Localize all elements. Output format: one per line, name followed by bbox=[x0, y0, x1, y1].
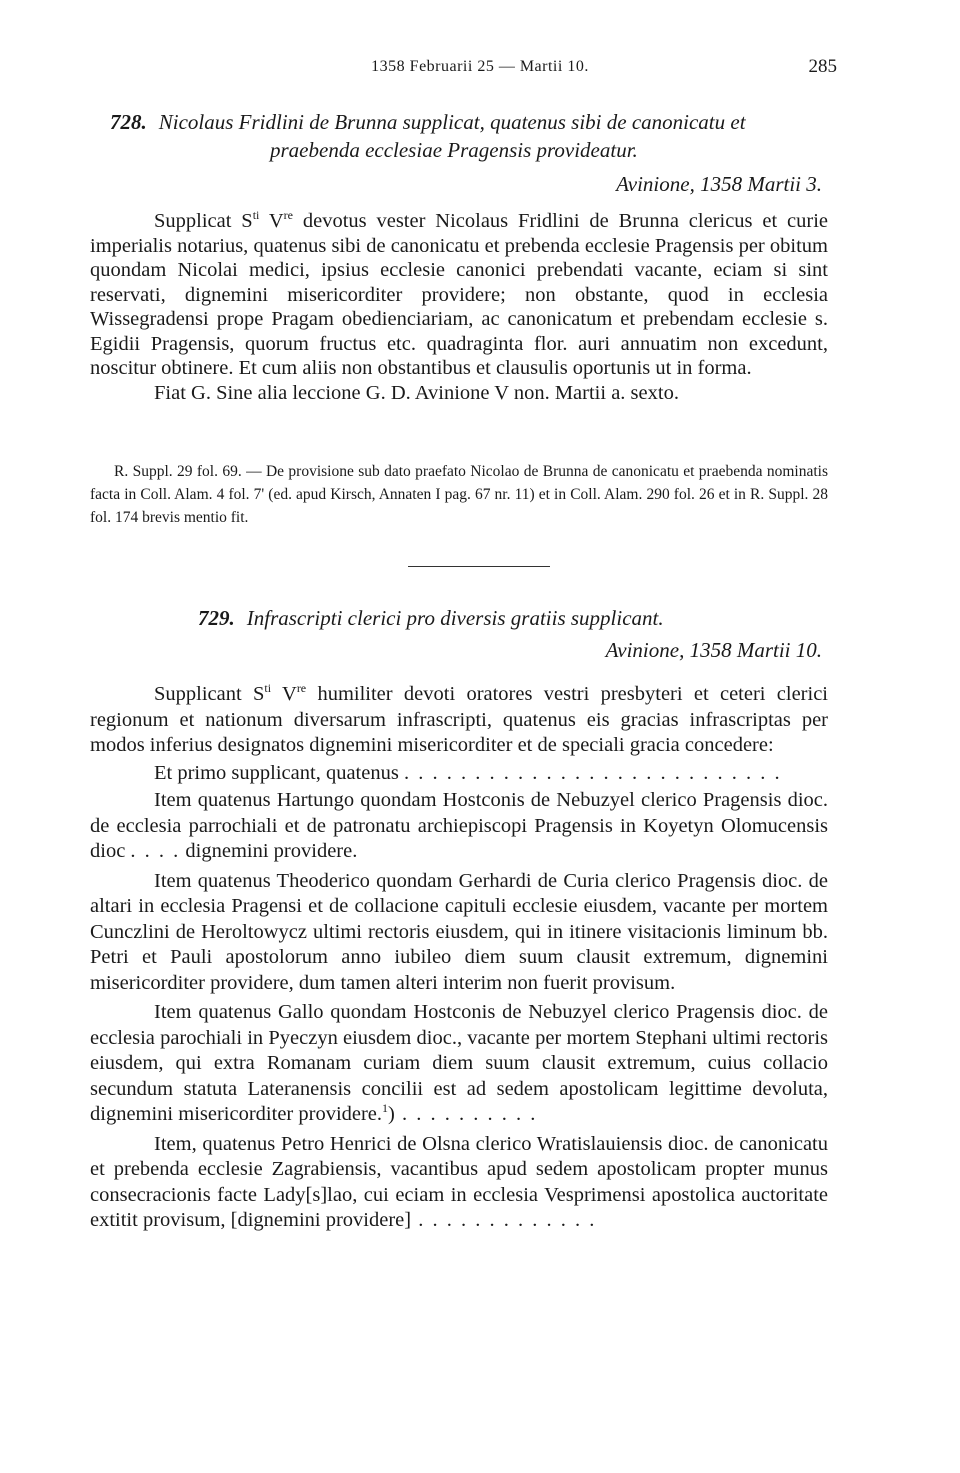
entry-729-paragraph-5: Item quatenus Gallo quondam Hostconis de Nebuzyel clerico Pragensis dioc. de ecclesia parochiali in Pyeczyn eiusdem dioc., vacante per mortem Stephani ultimi rectoris eiusdem, qui extra Romanam curiam diem suum clausit extremum, cuius collacio secundum statuta Lateranensis concilii est ad sedem apostolicam legittime devoluta, dignemini misericorditer providere.$^1$) . . . . . . . . . . bbox=[90, 1001, 828, 1125]
entry-729-title: Infrascripti clerici pro diversis gratiis supplicant. bbox=[246, 606, 664, 630]
entry-729-paragraph-2: Et primo supplicant, quatenus . . . . . . . . . . . . . . . . . . . . . . . . . . . bbox=[154, 761, 782, 784]
entry-728-title-line2: praebenda ecclesiae Pragensis provideatur. bbox=[270, 138, 638, 162]
entry-728-heading bbox=[110, 108, 838, 164]
entry-729-paragraph-3: Item quatenus Hartungo quondam Hostconis de Nebuzyel clerico Pragensis dioc. de ecclesia parrochiali et de patronatu archiepiscopi Pragensis in Koyetyn Olomucensis dioc . . . . dignemini providere. bbox=[90, 789, 828, 862]
section-divider bbox=[408, 566, 550, 567]
entry-729-dateline: Avinione, 1358 Martii 10. bbox=[605, 638, 822, 662]
page-number: 285 bbox=[808, 56, 837, 77]
entry-728-title-line1: Nicolaus Fridlini de Brunna supplicat, quatenus sibi de canonicatu et bbox=[158, 110, 746, 134]
entry-729-number: 729. bbox=[198, 606, 235, 630]
entry-728-paragraph-2: Fiat G. Sine alia leccione G. D. Avinione V non. Martii a. sexto. bbox=[154, 381, 679, 404]
entry-729-heading bbox=[198, 604, 802, 632]
entry-728-note-text: R. Suppl. 29 fol. 69. — De provisione sub dato praefato Nicolao de Brunna de canonicatu et praebenda nominatis facta in Coll. Alam. 4 fol. 7' (ed. apud Kirsch, Annaten I pag. 67 nr. 11) et in Coll. Alam. 290 fol. 26 et in R. Suppl. 28 fol. 174 brevis mentio fit. bbox=[90, 463, 828, 526]
entry-729-paragraph-4: Item quatenus Theoderico quondam Gerhardi de Curia clerico Pragensis dioc. de altari in ecclesia Pragensi et de collacione capituli ecclesie eiusdem, vacante per mortem Cunczlini de Heroltowycz ultimi rectoris eiusdem, qui in itinere visitacionis liminum bb. Petri et Pauli apostolorum anno iubileo diem suum clausit extremum, dignemini misericorditer providere, dum tamen alteri interim non fuerit provisum. bbox=[90, 869, 828, 994]
entry-728-dateline: Avinione, 1358 Martii 3. bbox=[616, 172, 822, 196]
entry-728-body bbox=[90, 209, 828, 405]
entry-729-paragraph-6: Item, quatenus Petro Henrici de Olsna clerico Wratislauiensis dioc. de canonicatu et prebenda ecclesie Zagrabiensis, vacantibus apud sedem apostolicam propter munus consecracionis facte Lady[s]lao, cui eciam in ecclesia Vesprimensi apostolica auctoritate extitit provisum, [dignemini providere] . . . . . . . . . . . . . bbox=[90, 1132, 828, 1231]
entry-728-footnote bbox=[90, 460, 828, 529]
entry-728-number: 728. bbox=[110, 110, 147, 134]
entry-729-body bbox=[90, 682, 828, 1236]
entry-729-paragraph-1: Supplicant $S^{ti}$ Vre humiliter devoti oratores vestri presbyteri et ceteri clerici regionum et nationum diversarum infrascripti, quatenus eis gracias infrascriptas per modos inferius designatos dignemini misericorditer et de speciali gracia concedere: bbox=[90, 681, 829, 756]
entry-728-paragraph-1: Supplicat $S^{ti}$ Vre devotus vester Nicolaus Fridlini de Brunna clericus et curie imperialis notarius, quatenus sibi de canonicatu et prebenda ecclesie Pragensis per obitum quondam Nicolai medici, ipsius ecclesie canonici prebendati vacante, eciam si sint reservati, dignemini misericorditer providere; non obstante, quod in ecclesia Wissegradensi prope Pragam obedienciariam, ac canonicatum et prebendam ecclesie s. Egidii Pragensis, quorum fructus etc. quadraginta flor. auri annuatim non excedunt, noscitur obtinere. Et cum aliis non obstantibus et clausulis oportunis ut in forma. bbox=[90, 208, 829, 379]
running-title: 1358 Februarii 25 — Martii 10. bbox=[371, 58, 589, 75]
